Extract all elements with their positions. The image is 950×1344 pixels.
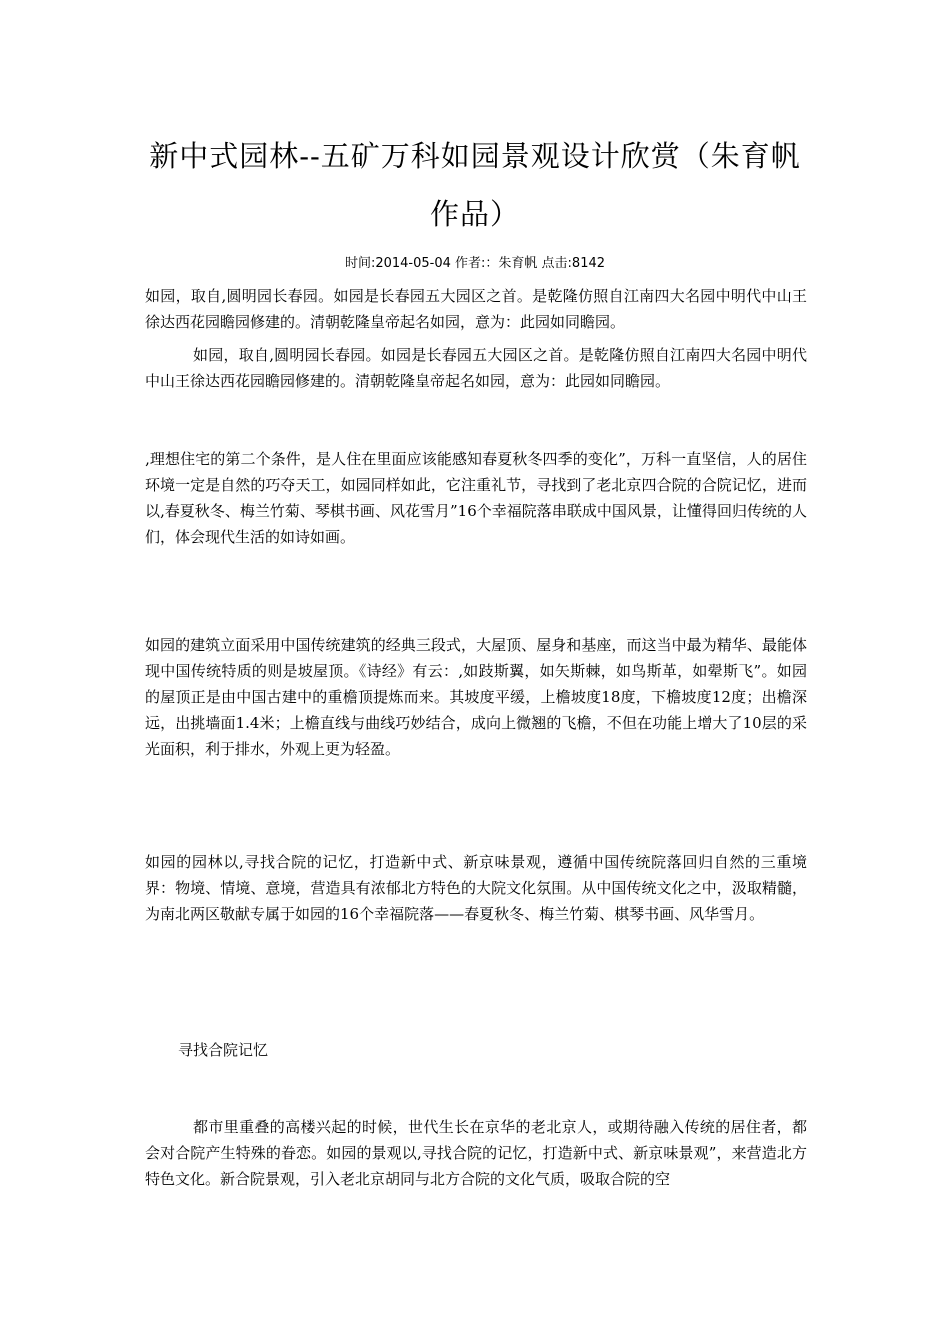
paragraph-courtyard: 都市里重叠的高楼兴起的时候，世代生长在京华的老北京人，或期待融入传统的居住者，都会对合院产生特殊的眷恋。如园的景观以‚寻找合院的记忆，打造新中式、新京味景观”，来营造北方特色文化。新合院景观，引入老北京胡同与北方合院的文化气质，吸取合院的空 — [145, 1118, 807, 1188]
article-meta: 时间:2014-05-04 作者:：朱育帆 点击:8142 — [344, 256, 606, 271]
paragraph-intro-indented: 如园，取自‚圆明园长春园。如园是长春园五大园区之首。是乾隆仿照自江南四大名园中明代中山王徐达西花园瞻园修建的。清朝乾隆皇帝起名如园，意为：此园如同瞻园。 — [145, 346, 807, 390]
paragraph-ideal-residence: ‚理想住宅的第二个条件，是人住在里面应该能感知春夏秋冬四季的变化”，万科一直坚信，人的居住环境一定是自然的巧夺天工，如园同样如此，它注重礼节，寻找到了老北京四合院的合院记忆，进而以‚春夏秋冬、梅兰竹菊、琴棋书画、风花雪月”16个幸福院落串联成中国风景，让懂得回归传统的人们，体会现代生活的如诗如画。 — [145, 450, 807, 546]
paragraph-intro: 如园，取自‚圆明园长春园。如园是长春园五大园区之首。是乾隆仿照自江南四大名园中明代中山王徐达西花园瞻园修建的。清朝乾隆皇帝起名如园，意为：此园如同瞻园。 — [145, 287, 807, 331]
article-title: 新中式园林--五矿万科如园景观设计欣赏（朱育帆作品） — [149, 139, 801, 231]
paragraph-architecture: 如园的建筑立面采用中国传统建筑的经典三段式，大屋顶、屋身和基座，而这当中最为精华、最能体现中国传统特质的则是坡屋顶。《诗经》有云：‚如跂斯翼，如矢斯棘，如鸟斯革，如翚斯飞”。如园的屋顶正是由中国古建中的重檐顶提炼而来。其坡度平缓，上檐坡度18度，下檐坡度12度；出檐深远，出挑墙面1.4米；上檐直线与曲线巧妙结合，成向上微翘的飞檐，不但在功能上增大了10层的采光面积，利于排水，外观上更为轻盈。 — [145, 636, 807, 758]
section-heading: 寻找合院记忆 — [178, 1041, 269, 1059]
paragraph-garden: 如园的园林以‚寻找合院的记忆，打造新中式、新京味景观，遵循中国传统院落回归自然的三重境界：物境、情境、意境，营造具有浓郁北方特色的大院文化氛围。从中国传统文化之中，汲取精髓，为南北两区敬献专属于如园的16个幸福院落——春夏秋冬、梅兰竹菊、棋琴书画、风华雪月。 — [145, 853, 807, 923]
